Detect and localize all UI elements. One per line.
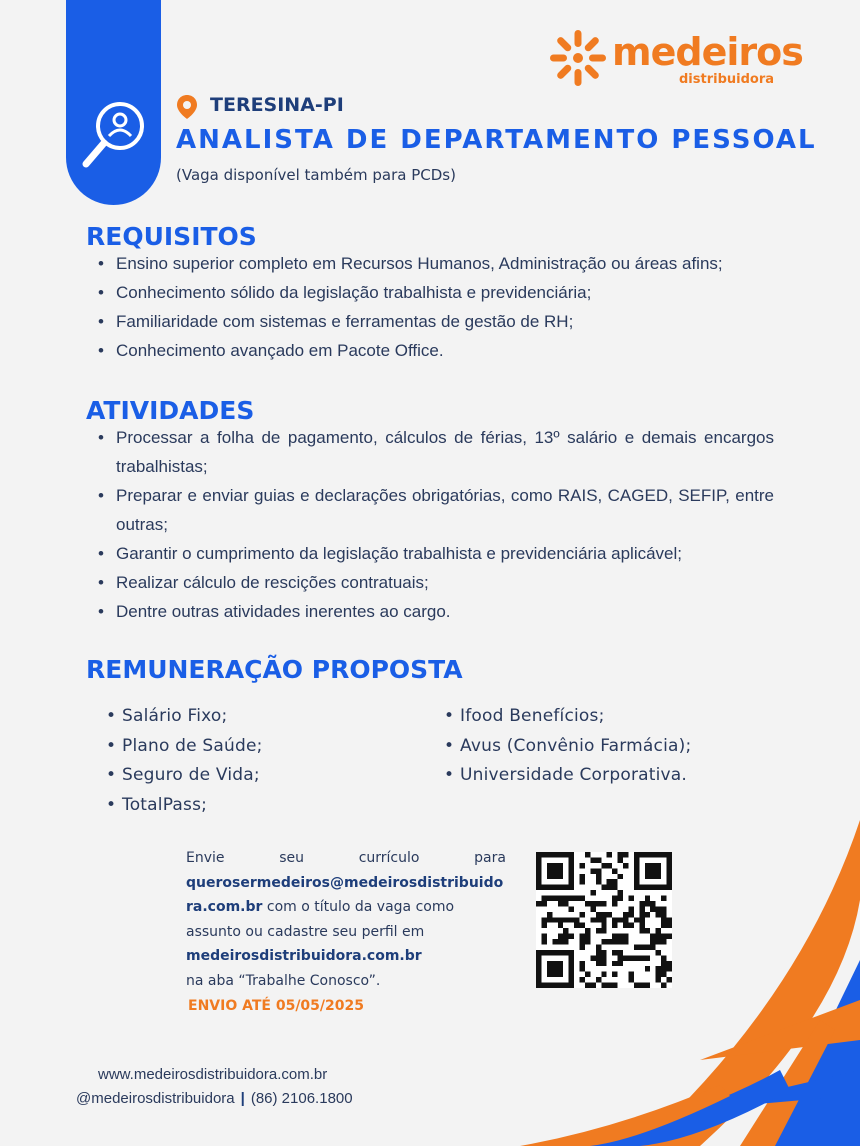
list-item: • Ensino superior completo em Recursos Humanos, Administração ou áreas afins; [98, 249, 774, 278]
logo-star-icon [548, 28, 608, 88]
list-item: • Realizar cálculo de rescições contratuais; [98, 568, 774, 597]
pcd-note: (Vaga disponível também para PCDs) [176, 166, 456, 184]
atividades-heading: ATIVIDADES [86, 396, 255, 425]
list-item: • Dentre outras atividades inerentes ao cargo. [98, 597, 774, 626]
requisitos-heading: REQUISITOS [86, 222, 257, 251]
list-item: • Preparar e enviar guias e declarações obrigatórias, como RAIS, CAGED, SEFIP, entre outras; [98, 481, 774, 539]
footer-website[interactable]: www.medeirosdistribuidora.com.br [98, 1066, 328, 1083]
job-title: ANALISTA DE DEPARTAMENTO PESSOAL [176, 125, 817, 155]
requisitos-list [98, 249, 774, 365]
cv-word: Envie [186, 850, 225, 866]
location-text: TERESINA-PI [210, 94, 344, 116]
benefits-right-list [444, 702, 691, 791]
list-item: • Garantir o cumprimento da legislação trabalhista e previdenciária aplicável; [98, 539, 774, 568]
qr-code[interactable] [536, 852, 672, 988]
logo-name: medeiros [612, 30, 803, 74]
cv-intro [186, 846, 506, 871]
list-item: • Salário Fixo; [106, 702, 263, 732]
location-pin-icon [176, 94, 198, 120]
list-item: • Seguro de Vida; [106, 761, 263, 791]
footer-contact [76, 1090, 353, 1107]
list-item: • Plano de Saúde; [106, 732, 263, 762]
footer-phone: (86) 2106.1800 [250, 1090, 353, 1107]
atividades-list [98, 423, 774, 626]
list-item: • Avus (Convênio Farmácia); [444, 732, 691, 762]
list-item: • Conhecimento avançado em Pacote Office. [98, 336, 774, 365]
list-item: • Familiaridade com sistemas e ferramentas de gestão de RH; [98, 307, 774, 336]
list-item: • Ifood Benefícios; [444, 702, 691, 732]
cv-site-link[interactable]: medeirosdistribuidora.com.br [186, 948, 422, 964]
remuneracao-heading: REMUNERAÇÃO PROPOSTA [86, 655, 463, 684]
user-search-icon [80, 98, 148, 174]
cv-word: seu [279, 850, 304, 866]
blue-header-tab [66, 0, 161, 205]
footer-instagram[interactable]: @medeirosdistribuidora [76, 1090, 235, 1107]
list-item: • Processar a folha de pagamento, cálculos de férias, 13º salário e demais encargos trabalhistas; [98, 423, 774, 481]
list-item: • TotalPass; [106, 791, 263, 821]
logo-subtitle: distribuidora [679, 72, 775, 87]
cv-word: currículo [358, 850, 420, 866]
cv-tab-text: na aba “Trabalhe Conosco”. [186, 972, 381, 989]
send-cv-instructions [186, 846, 506, 993]
list-item: • Universidade Corporativa. [444, 761, 691, 791]
cv-word: para [474, 850, 506, 866]
footer-separator: | [240, 1090, 245, 1107]
benefits-left-list [106, 702, 263, 820]
company-logo [548, 28, 803, 92]
cv-subject-text: com o título da vaga como assunto ou cadastre seu perfil em [186, 899, 455, 940]
list-item: • Conhecimento sólido da legislação trabalhista e previdenciária; [98, 278, 774, 307]
deadline-text: ENVIO ATÉ 05/05/2025 [188, 998, 364, 1014]
cv-email-link[interactable]: querosermedeiros@medeirosdistribuidora.com.br [186, 874, 504, 915]
